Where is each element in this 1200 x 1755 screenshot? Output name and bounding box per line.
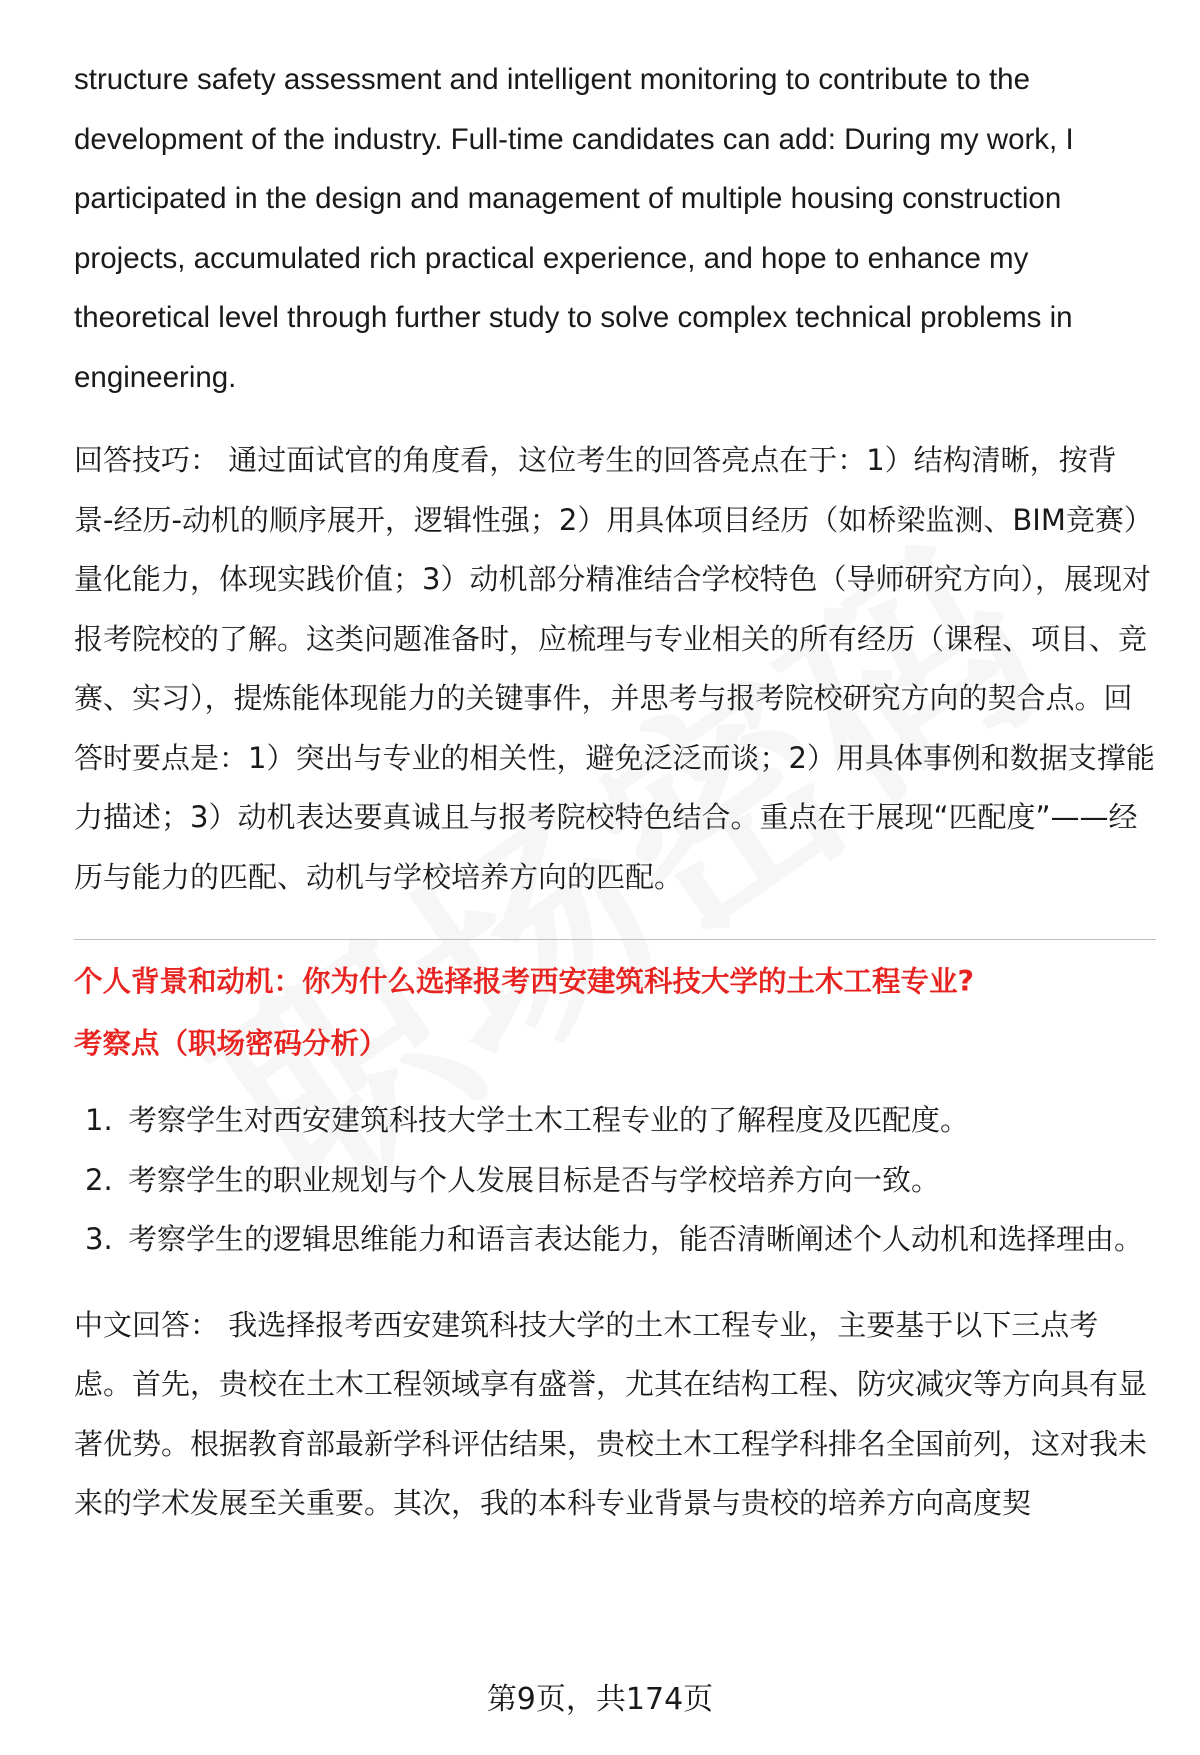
list-item-number: 1. bbox=[85, 1103, 113, 1137]
question-heading: 个人背景和动机：你为什么选择报考西安建筑科技大学的土木工程专业? bbox=[74, 965, 975, 998]
list-item bbox=[74, 1210, 1156, 1270]
section-divider bbox=[74, 939, 1156, 940]
list-item bbox=[74, 1091, 1156, 1151]
spacer bbox=[74, 407, 1156, 431]
chinese-answer-paragraph: 中文回答： 我选择报考西安建筑科技大学的土木工程专业，主要基于以下三点考虑。首先，贵校在土木工程领域享有盛誉，尤其在结构工程、防灾减灾等方向具有显著优势。根据教育部最新学科评估结果，贵校土木工程学科排名全国前列，这对我未来的学术发展至关重要。其次，我的本科专业背景与贵校的培养方向高度契 bbox=[74, 1307, 1148, 1520]
list-item-text: 考察学生对西安建筑科技大学土木工程专业的了解程度及匹配度。 bbox=[128, 1103, 970, 1137]
list-item-number: 3. bbox=[85, 1222, 113, 1256]
list-item-number: 2. bbox=[85, 1162, 113, 1197]
spacer bbox=[74, 907, 1156, 939]
assessment-points-list bbox=[74, 1091, 1156, 1270]
assessment-heading: 考察点（职场密码分析） bbox=[74, 1027, 388, 1060]
english-answer-continuation: structure safety assessment and intelligent monitoring to contribute to the development of the industry. Full-time candidates can add: During my work, I participated in the design and management of multiple housing construction projects, accumulated rich practical experience, and hope to enhance my theoretical level through further study to solve complex technical problems in engineering. bbox=[74, 63, 1074, 394]
document-page bbox=[74, 50, 1156, 1534]
list-item-text: 考察学生的职业规划与个人发展目标是否与学校培养方向一致。 bbox=[128, 1162, 941, 1197]
answer-tips-paragraph: 回答技巧： 通过面试官的角度看，这位考生的回答亮点在于：1）结构清晰，按背景-经历-动机的顺序展开，逻辑性强；2）用具体项目经历（如桥梁监测、BIM竞赛）量化能力，体现实践价值；3）动机部分精准结合学校特色（导师研究方向），展现对报考院校的了解。这类问题准备时，应梳理与专业相关的所有经历（课程、项目、竞赛、实习），提炼能体现能力的关键事件，并思考与报考院校研究方向的契合点。回答时要点是：1）突出与专业的相关性，避免泛泛而谈；2）用具体事例和数据支撑能力描述；3）动机表达要真诚且与报考院校特色结合。重点在于展现“匹配度”——经历与能力的匹配、动机与学校培养方向的匹配。 bbox=[74, 443, 1155, 894]
list-item-text: 考察学生的逻辑思维能力和语言表达能力，能否清晰阐述个人动机和选择理由。 bbox=[128, 1222, 1144, 1256]
list-item bbox=[74, 1151, 1156, 1211]
page-number-footer: 第9页，共174页 bbox=[486, 1682, 714, 1717]
